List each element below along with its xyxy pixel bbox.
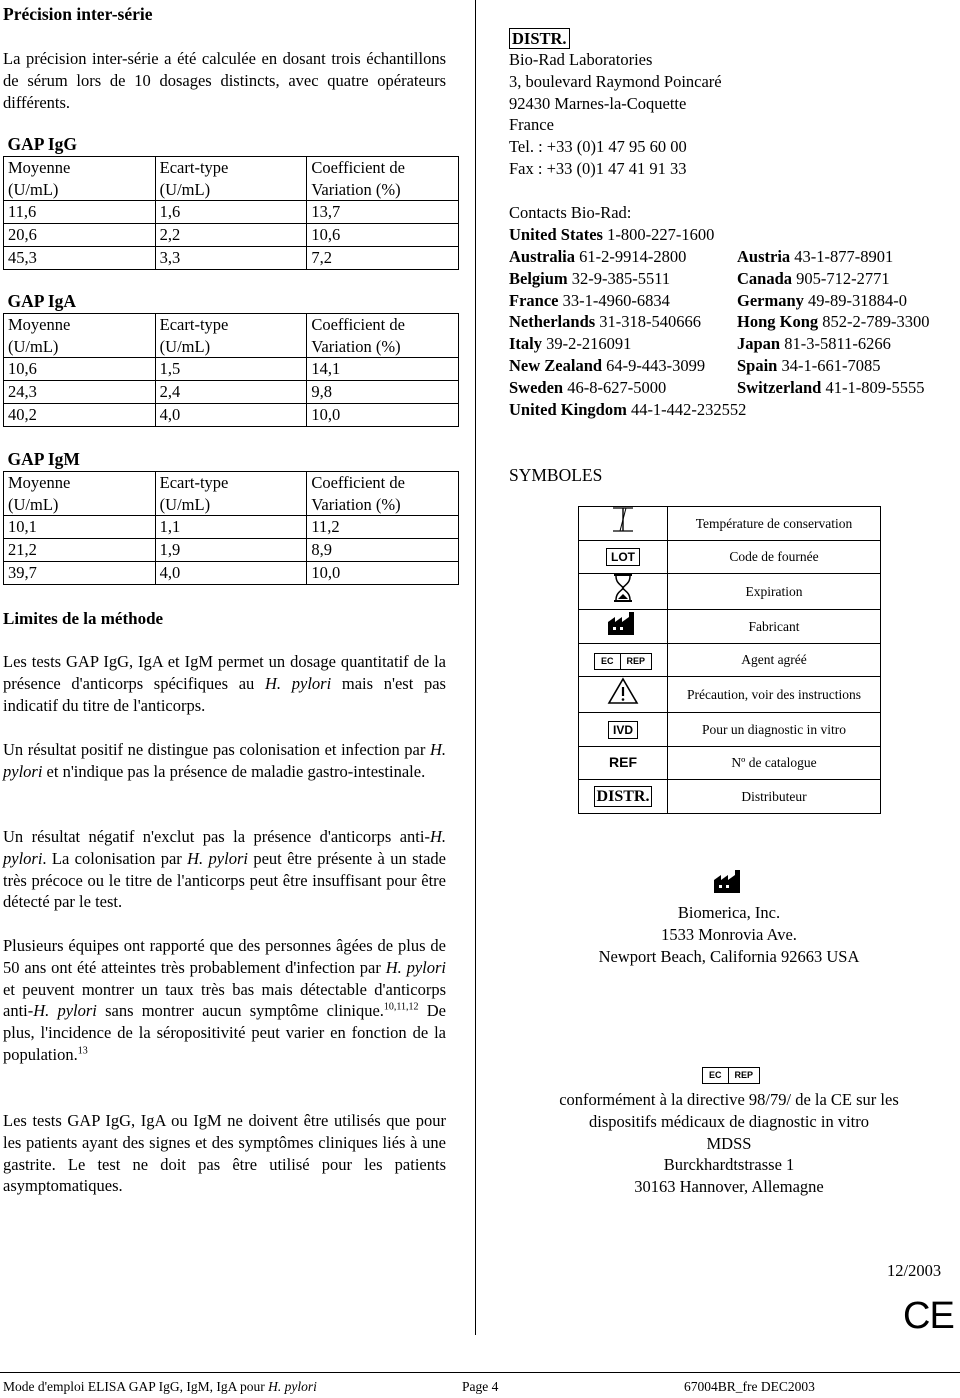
table-igg xyxy=(3,134,459,270)
contact-us: United States 1-800-227-1600 xyxy=(509,225,715,244)
footer-divider xyxy=(0,1372,960,1373)
ivd-icon: IVD xyxy=(579,713,668,747)
col-header-mean: Moyenne (U/mL) xyxy=(4,471,156,516)
col-header-cv: Coefficient de Variation (%) xyxy=(307,156,459,201)
limits-paragraph-4: Plusieurs équipes ont rapporté que des personnes âgées de plus de 50 ans ont été atteintes très probablement d'infection par H. pylori et peuvent montrer un taux très bas mais détectable d'anticorps anti-H. pylori sans montrer aucun symptôme clinique.$^{10,11,12}$ De plus, l'incidence de la séropositivité peut varier en fonction de la population.$^{13}$ xyxy=(3,936,446,1064)
limits-paragraph-3: Un résultat négatif n'exclut pas la présence d'anticorps anti-H. pylori. La colonisation par H. pylori peut être présente à un stade très précoce ou le titre de l'anticorps peut être insuffisant pour être détecté par le test. xyxy=(3,827,446,912)
col-header-mean: Moyenne (U/mL) xyxy=(4,156,156,201)
table-iga xyxy=(3,291,459,427)
distributor-label: DISTR. xyxy=(509,28,570,50)
table-row: IVD Pour un diagnostic in vitro xyxy=(579,713,881,747)
caution-icon xyxy=(579,677,668,713)
lot-icon: LOT xyxy=(579,540,668,574)
table-row: 40,2 4,0 10,0 xyxy=(4,403,459,426)
intro-title: Précision inter-série xyxy=(3,4,153,24)
manufacturer-icon xyxy=(712,868,746,900)
manufacturer-address: Biomerica, Inc. 1533 Monrovia Ave. Newport Beach, California 92663 USA xyxy=(598,903,860,966)
document-reference: 67004BR_fre DEC2003 xyxy=(684,1379,815,1394)
table-row: 10,6 1,5 14,1 xyxy=(4,358,459,381)
table-row: REF Nº de catalogue xyxy=(579,746,881,780)
table-row: DISTR. Distributeur xyxy=(579,780,881,814)
ec-representative: conformément à la directive 98/79/ de la CE sur les dispositifs médicaux de diagnostic in vitro MDSS Burckhardtstrasse 1 30163 Hannover, Allemagne xyxy=(559,1090,899,1197)
table-row: Fabricant xyxy=(579,610,881,644)
table-row: LOT Code de fournée xyxy=(579,540,881,574)
table-row: 39,7 4,0 10,0 xyxy=(4,561,459,584)
table-row: 10,1 1,1 11,2 xyxy=(4,516,459,539)
revision-date: 12/2003 xyxy=(887,1261,942,1280)
table-row: 21,2 1,9 8,9 xyxy=(4,539,459,562)
col-header-sd: Ecart-type (U/mL) xyxy=(155,156,307,201)
thermometer-icon xyxy=(579,507,668,541)
list-item: France 33-1-4960-6834 Germany 49-89-31884-0 xyxy=(509,290,908,310)
limits-paragraph-2: Un résultat positif ne distingue pas colonisation et infection par H. pylori et n'indique pas la présence de maladie gastro-intestinale. xyxy=(3,740,446,781)
table-igm xyxy=(3,449,459,585)
symbols-table xyxy=(578,506,881,814)
ec-rep-icon: EC REP xyxy=(702,1062,760,1084)
table-title: GAP IgA xyxy=(7,291,77,311)
column-divider xyxy=(475,0,476,1335)
contact-uk: United Kingdom 44-1-442-232552 xyxy=(509,400,747,419)
table-row: Expiration xyxy=(579,574,881,610)
symbols-title: SYMBOLES xyxy=(509,465,603,485)
footer-title: Mode d'emploi ELISA GAP IgG, IgM, IgA pour H. pylori xyxy=(3,1379,317,1394)
list-item: Netherlands 31-318-540666 Hong Kong 852-2-789-3300 xyxy=(509,312,930,332)
list-item: New Zealand 64-9-443-3099 Spain 34-1-661-7085 xyxy=(509,355,881,375)
table-row: 45,3 3,3 7,2 xyxy=(4,246,459,269)
list-item: Belgium 32-9-385-5511 Canada 905-712-2771 xyxy=(509,268,890,288)
table-row: 11,6 1,6 13,7 xyxy=(4,201,459,224)
contacts-table xyxy=(509,246,930,399)
table-title: GAP IgM xyxy=(7,449,80,469)
col-header-cv: Coefficient de Variation (%) xyxy=(307,313,459,358)
table-title: GAP IgG xyxy=(7,134,78,154)
table-row: Température de conservation xyxy=(579,507,881,541)
contacts-title: Contacts Bio-Rad: xyxy=(509,203,632,222)
col-header-sd: Ecart-type (U/mL) xyxy=(155,313,307,358)
hourglass-icon xyxy=(579,574,668,610)
limits-paragraph-1: Les tests GAP IgG, IgA et IgM permet un dosage quantitatif de la présence d'anticorps spécifiques au H. pylori mais n'est pas indicatif du titre de l'anticorps. xyxy=(3,652,446,715)
factory-icon xyxy=(579,610,668,644)
distr-icon: DISTR. xyxy=(579,780,668,814)
page-number: Page 4 xyxy=(462,1379,499,1394)
table-row: EC REP Agent agréé xyxy=(579,643,881,677)
list-item: Australia 61-2-9914-2800 Austria 43-1-877-8901 xyxy=(509,247,894,266)
col-header-cv: Coefficient de Variation (%) xyxy=(307,471,459,516)
table-row: 20,6 2,2 10,6 xyxy=(4,224,459,247)
intro-text: La précision inter-série a été calculée en dosant trois échantillons de sérum lors de 10 dosages distincts, avec quatre opérateurs différents. xyxy=(3,49,446,112)
col-header-mean: Moyenne (U/mL) xyxy=(4,313,156,358)
table-row: Précaution, voir des instructions xyxy=(579,677,881,713)
limits-title: Limites de la méthode xyxy=(3,609,164,628)
ce-mark-icon: CE xyxy=(903,1295,954,1337)
ref-icon: REF xyxy=(579,746,668,780)
list-item: Sweden 46-8-627-5000 Switzerland 41-1-809-5555 xyxy=(509,377,925,397)
list-item: Italy 39-2-216091 Japan 81-3-5811-6266 xyxy=(509,334,891,354)
ec-rep-icon: EC REP xyxy=(579,643,668,677)
distributor-address: Bio-Rad Laboratories 3, boulevard Raymond Poincaré 92430 Marnes-la-Coquette France Tel. : +33 (0)1 47 95 60 00 Fax : +33 (0)1 47 41 91 33 xyxy=(509,50,722,178)
col-header-sd: Ecart-type (U/mL) xyxy=(155,471,307,516)
limits-paragraph-5: Les tests GAP IgG, IgA ou IgM ne doivent être utilisés que pour les patients ayant des signes et des symptômes cliniques liés à une gastrite. Le test ne doit pas être utilisé pour les patients asymptomatiques. xyxy=(3,1111,446,1196)
table-row: 24,3 2,4 9,8 xyxy=(4,381,459,404)
